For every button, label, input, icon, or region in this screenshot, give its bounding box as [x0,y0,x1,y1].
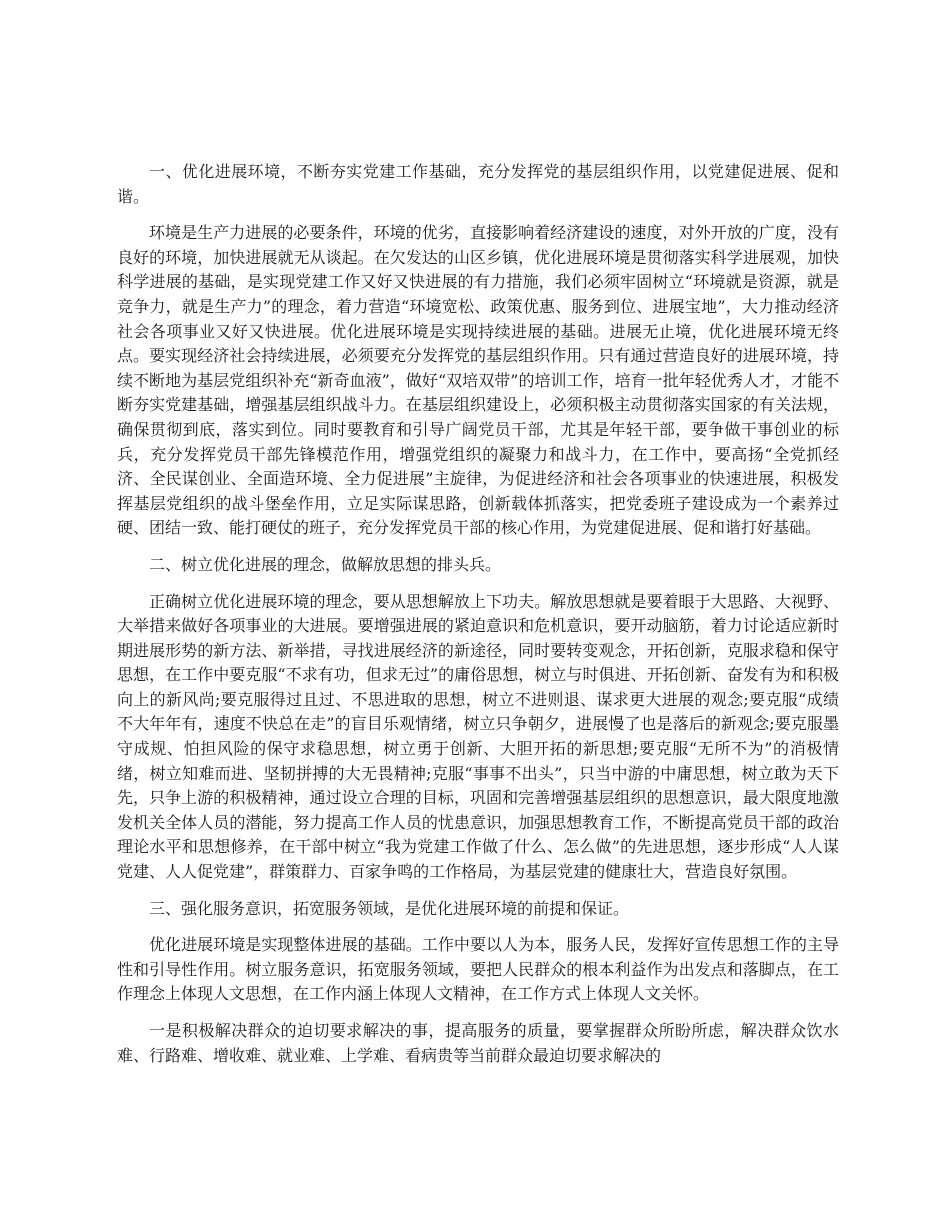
section-heading-3: 三、强化服务意识，拓宽服务领域，是优化进展环境的前提和保证。 [149,898,630,918]
body-paragraph: 正确树立优化进展环境的理念，要从思想解放上下功夫。解放思想就是要着眼于大思路、大视野、大举措来做好各项事业的大进展。要增强进展的紧迫意识和危机意识，要开动脑筋，着力讨论适应新时期进展形势的新方法、新举措，寻找进展经济的新途径，同时要转变观念，开拓创新，克服求稳和保守思想，在工作中要克服“不求有功，但求无过”的庸俗思想，树立与时俱进、开拓创新、奋发有为和积极向上的新风尚;要克服得过且过、不思进取的思想，树立不进则退、谋求更大进展的观念;要克服“成绩不大年年有，速度不快总在走”的盲目乐观情绪，树立只争朝夕，进展慢了也是落后的新观念;要克服墨守成规、怕担风险的保守求稳思想，树立勇于创新、大胆开拓的新思想;要克服“无所不为”的消极情绪，树立知难而进、坚韧拼搏的大无畏精神;克服“事事不出头”，只当中游的中庸思想，树立敢为天下先，只争上游的积极精神，通过设立合理的目标，巩固和完善增强基层组织的思想意识，最大限度地激发机关全体人员的潜能，努力提高工作人员的忧患意识，加强思想教育工作，不断提高党员干部的政治理论水平和思想修养，在干部中树立“我为党建工作做了什么、怎么做”的先进思想，逐步形成“人人谋党建、人人促党建”，群策群力、百家争鸣的工作格局，为基层党建的健康壮大，营造良好氛围。 [117,591,839,882]
section-heading-2: 二、树立优化进展的理念，做解放思想的排头兵。 [149,554,502,574]
body-paragraph: 优化进展环境是实现整体进展的基础。工作中要以人为本，服务人民，发挥好宣传思想工作的主导性和引导性作用。树立服务意识，拓宽服务领域，要把人民群众的根本利益作为出发点和落脚点，在工作理念上体现人文思想，在工作内涵上体现人文精神，在工作方式上体现人文关怀。 [117,935,839,1004]
body-paragraph: 环境是生产力进展的必要条件，环境的优劣，直接影响着经济建设的速度，对外开放的广度，没有良好的环境，加快进展就无从谈起。在欠发达的山区乡镇，优化进展环境是贯彻落实科学进展观，加快科学进展的基础，是实现党建工作又好又快进展的有力措施，我们必须牢固树立“环境就是资源，就是竞争力，就是生产力”的理念，着力营造“环境宽松、政策优惠、服务到位、进展宝地”，大力推动经济社会各项事业又好又快进展。优化进展环境是实现持续进展的基础。进展无止境，优化进展环境无终点。要实现经济社会持续进展，必须要充分发挥党的基层组织作用。只有通过营造良好的进展环境，持续不断地为基层党组织补充“新奇血液”，做好“双培双带”的培训工作，培育一批年轻优秀人才，才能不断夯实党建基础，增强基层组织战斗力。在基层组织建设上，必须积极主动贯彻落实国家的有关法规，确保贯彻到底，落实到位。同时要教育和引导广阔党员干部，尤其是年轻干部，要争做干事创业的标兵，充分发挥党员干部先锋模范作用，增强党组织的凝聚力和战斗力，在工作中，要高扬“全党抓经济、全民谋创业、全面造环境、全力促进展”主旋律，为促进经济和社会各项事业的快速进展，积极发挥基层党组织的战斗堡垒作用，立足实际谋思路，创新载体抓落实，把党委班子建设成为一个素养过硬、团结一致、能打硬仗的班子，充分发挥党员干部的核心作用，为党建促进展、促和谐打好基础。 [117,223,839,538]
body-paragraph: 一是积极解决群众的迫切要求解决的事，提高服务的质量，要掌握群众所盼所虑，解决群众饮水难、行路难、增收难、就业难、上学难、看病贵等当前群众最迫切要求解决的 [117,1021,839,1065]
document-body [117,160,839,1080]
section-heading-1: 一、优化进展环境，不断夯实党建工作基础，充分发挥党的基层组织作用，以党建促进展、促和谐。 [117,162,839,206]
